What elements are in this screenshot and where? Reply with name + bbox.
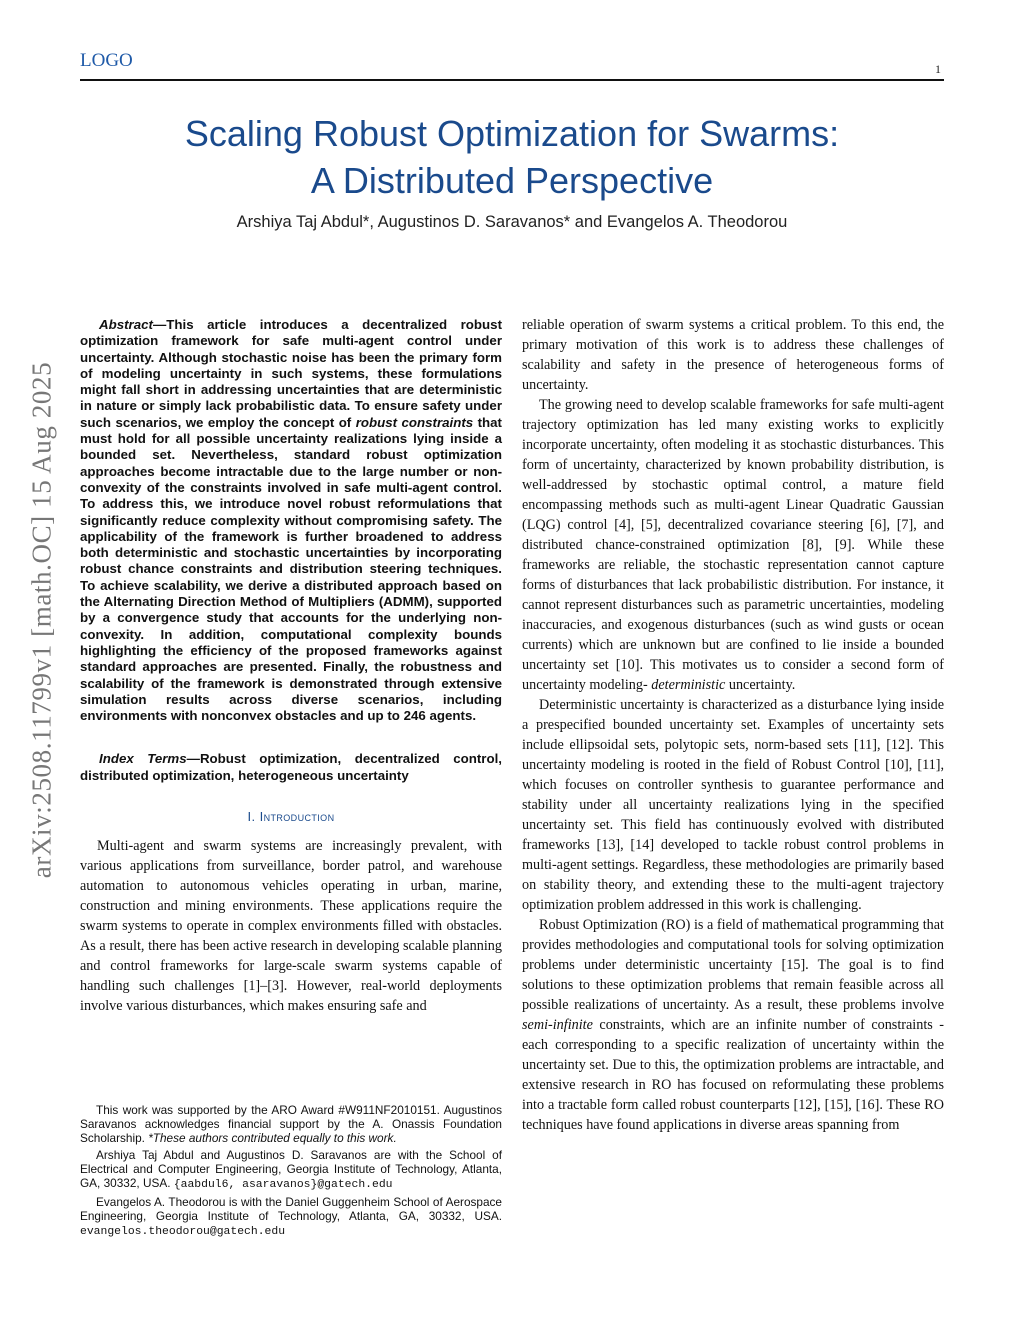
intro-paragraph-2 bbox=[522, 395, 944, 695]
header-rule bbox=[80, 79, 944, 81]
section-title: Introduction bbox=[259, 809, 335, 825]
intro-paragraph-continued: reliable operation of swarm systems a critical problem. To this end, the primary motivation of this work is to address these challenges of scalability and safety in the presence of heterogeneous forms of uncertainty. bbox=[522, 317, 944, 393]
abstract-dash: — bbox=[152, 317, 167, 332]
paper-title bbox=[80, 110, 944, 204]
footnote-affiliation-1 bbox=[80, 1148, 502, 1192]
index-terms bbox=[80, 751, 502, 784]
title-line-1: Scaling Robust Optimization for Swarms: bbox=[184, 113, 840, 154]
abstract-emphasis: robust constraints bbox=[355, 414, 474, 430]
right-body-text bbox=[522, 315, 944, 1135]
arxiv-stamp: arXiv:2508.11799v1 [math.OC] 15 Aug 2025 bbox=[26, 361, 57, 879]
footnote-email-1: {aabdul6, asaravanos}@gatech.edu bbox=[173, 1179, 393, 1191]
footnote-funding bbox=[80, 1103, 502, 1145]
left-column bbox=[80, 317, 502, 1016]
footnotes bbox=[80, 1103, 502, 1242]
left-body-text bbox=[80, 836, 502, 1016]
footnote-affiliation-2 bbox=[80, 1195, 502, 1239]
intro-paragraph-2-end: uncertainty. bbox=[725, 677, 796, 693]
intro-paragraph-4 bbox=[522, 915, 944, 1135]
abstract-text-a: This article introduces a decentralized robust optimization framework for safe multi-agent control under uncertainty. Although stochastic noise has been the primary form of modeling uncertainty in such systems, these formulations might fall short in addressing uncertainties that are deterministic in nature or simply lack probabilistic data. To ensure safety under such scenarios, we employ the concept of bbox=[80, 317, 502, 430]
author-list: Arshiya Taj Abdul*, Augustinos D. Saravanos* and Evangelos A. Theodorou bbox=[236, 213, 788, 231]
page-number: 1 bbox=[935, 62, 941, 76]
index-terms-text: Robust optimization, decentralized control, distributed optimization, heterogeneous uncertainty bbox=[80, 751, 502, 783]
intro-paragraph-2-text: The growing need to develop scalable frameworks for safe multi-agent trajectory optimization has led many existing works to explicitly incorporate uncertainty, often modeling it as stochastic disturbances. This form of uncertainty, characterized by known probability distribution, is well-addressed by stochastic optimal control, a mature field encompassing methods such as multi-agent Linear Quadratic Gaussian (LQG) control [4], [5], decentralized covariance steering [6], [7], and distributed chance-constrained optimization [8], [9]. While these frameworks are reliable, the stochastic representation cannot capture forms of disturbances that lack probabilistic distribution. For instance, it cannot represent disturbances such as parametric uncertainties, modeling inaccuracies, and exogenous disturbances (such as wind gusts or ocean currents) which are unknown but are confined to lie inside a bounded uncertainty set [10]. This motivates us to consider a second form of uncertainty modeling- bbox=[522, 397, 944, 693]
journal-logo: LOGO bbox=[80, 50, 133, 71]
footnote-equal-contribution: *These authors contributed equally to this work. bbox=[148, 1131, 397, 1145]
index-terms-dash: — bbox=[186, 751, 200, 767]
abstract bbox=[80, 317, 502, 724]
abstract-text-b: that must hold for all possible uncertainty realizations lying inside a bounded set. Nevertheless, standard robust optimization approaches become intractable due to the large number or non-convexity of the constraints involved in safe multi-agent control. To address this, we introduce novel robust reformulations that significantly reduce complexity without compromising safety. The applicability of the framework is further broadened to address both deterministic and stochastic uncertainties by incorporating robust chance constraints and distribution steering techniques. To achieve scalability, we derive a distributed approach based on the Alternating Direction Method of Multipliers (ADMM), supported by a convergence study that accounts for the underlying non-convexity. In addition, computational complexity bounds highlighting the efficiency of the proposed frameworks against standard approaches are presented. Finally, the robustness and scalability of the framework is demonstrated through extensive simulation results across diverse scenarios, including environments with nonconvex obstacles and up to 246 agents. bbox=[80, 414, 502, 724]
section-numeral: I. bbox=[247, 809, 260, 825]
right-column bbox=[522, 315, 944, 1135]
index-terms-lead: Index Terms bbox=[99, 751, 187, 767]
section-heading-introduction bbox=[80, 809, 502, 824]
intro-paragraph-3: Deterministic uncertainty is characterized as a disturbance lying inside a prespecified bounded uncertainty set. Examples of uncertainty sets include ellipsoidal sets, polytopic sets, norm-based sets [11], [12]. This uncertainty modeling is rooted in the field of Robust Control [10], [11], which focuses on controller synthesis to guarantee performance and stability under all uncertainty realizations lying in the specified uncertainty set. This field has continuously evolved with distributed frameworks [13], [14] developed to tackle robust control problems in multi-agent settings. Regardless, these methodologies are primarily based on stability theory, and extending these to the multi-agent trajectory optimization problem addressed in this work is challenging. bbox=[522, 697, 944, 913]
footnote-affiliation-1-text: Arshiya Taj Abdul and Augustinos D. Saravanos are with the School of Electrical and Computer Engineering, Georgia Institute of Technology, Atlanta, GA, 30332, USA. bbox=[80, 1148, 502, 1190]
footnote-affiliation-2-text: Evangelos A. Theodorou is with the Daniel Guggenheim School of Aerospace Engineering, Georgia Institute of Technology, Atlanta, GA, 30332, USA. bbox=[80, 1195, 502, 1223]
abstract-lead: Abstract bbox=[99, 317, 153, 332]
footnote-email-2: evangelos.theodorou@gatech.edu bbox=[80, 1226, 286, 1238]
intro-paragraph-4-emphasis: semi-infinite bbox=[522, 1017, 593, 1033]
title-line-2: A Distributed Perspective bbox=[310, 160, 714, 201]
intro-paragraph-4-text-b: constraints, which are an infinite number of constraints - each corresponding to a specific realization of uncertainty within the uncertainty set. Due to this, the optimization problems are intractable, and extensive research in RO has focused on reformulating these problems into a tractable form called robust counterparts [12], [15], [16]. These RO techniques have found applications in diverse areas spanning from bbox=[522, 1017, 944, 1133]
intro-paragraph-2-emphasis: deterministic bbox=[651, 677, 726, 693]
footnote-funding-text: This work was supported by the ARO Award #W911NF2010151. Augustinos Saravanos acknowledges financial support by the A. Onassis Foundation Scholarship. bbox=[80, 1103, 502, 1145]
intro-paragraph-1: Multi-agent and swarm systems are increasingly prevalent, with various applications from surveillance, border patrol, and warehouse automation to autonomous vehicles operating in urban, marine, construction and mining environments. These applications require the swarm systems to operate in complex environments filled with obstacles. As a result, there has been active research in developing scalable planning and control frameworks for large-scale swarm systems capable of handling such challenges [1]–[3]. However, real-world deployments involve various disturbances, which makes ensuring safe and bbox=[80, 838, 502, 1015]
intro-paragraph-4-text-a: Robust Optimization (RO) is a field of mathematical programming that provides methodologies and computational tools for solving optimization problems under deterministic uncertainty [15]. The goal is to find solutions to these optimization problems that remain feasible across all possible realizations of uncertainty. As a result, these problems involve bbox=[522, 917, 944, 1013]
